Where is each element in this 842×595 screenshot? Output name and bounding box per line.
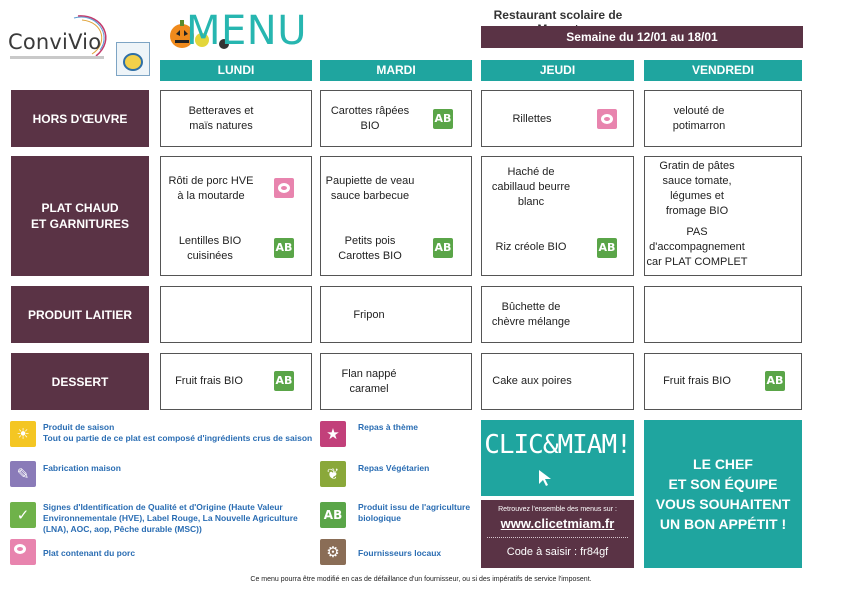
row-label-text: ET GARNITURES (30, 217, 129, 231)
brand-tagline-bar (10, 56, 104, 59)
dish-line: BIO (360, 120, 380, 132)
theme-star-icon: ★ (320, 421, 346, 447)
dish-line: chèvre mélange (491, 316, 571, 328)
legend-line: Produit issu de l'agriculture (358, 502, 471, 512)
dish-line: fromage BIO (665, 205, 729, 217)
dish-line: cuisinées (187, 250, 233, 262)
dish-line: Carottes BIO (338, 250, 402, 262)
dish-text: Rillettes (512, 113, 552, 125)
cell-vendredi-hors-oeuvre (644, 90, 802, 147)
clicmiam-brand: CLIC&MIAM! (484, 430, 631, 460)
dish-text (645, 225, 749, 270)
vegetarian-leaf-icon: ❦ (320, 461, 346, 487)
clicmiam-link[interactable]: www.clicetmiam.fr (500, 516, 615, 531)
dish-line: car PLAT COMPLET (646, 256, 748, 268)
dish-line: Bûchette de (501, 301, 561, 313)
school-crest-logo (116, 42, 150, 76)
dish-text (161, 234, 259, 264)
row-label-hors-oeuvre (11, 90, 149, 147)
dish-line: caramel (349, 383, 389, 395)
bio-label-icon: AB (597, 238, 617, 258)
chef-line: LE CHEF (693, 456, 753, 472)
cell-lundi-hors-oeuvre (160, 90, 312, 147)
row-label-dessert (11, 353, 149, 410)
dish-text (161, 174, 261, 204)
legend-saison (43, 422, 323, 444)
cell-vendredi-dessert (644, 353, 802, 410)
legend-bio (358, 502, 478, 524)
restaurant-name: Restaurant scolaire de (493, 8, 623, 22)
clicmiam-banner (481, 420, 634, 496)
row-label-text: PLAT CHAUD (41, 201, 119, 215)
dish-text (482, 300, 580, 330)
row-label-text: PRODUIT LAITIER (28, 307, 132, 322)
legend-line: Environnementale (HVE), Label Rouge, La Nouvelle Agriculture (43, 513, 298, 523)
dish-line: Petits pois (344, 235, 396, 247)
cell-jeudi-plat-chaud (481, 156, 634, 276)
dish-text: Fruit frais BIO (663, 375, 731, 387)
cell-lundi-laitier (160, 286, 312, 343)
dish-text (649, 104, 749, 134)
dish-line: à la moutarde (177, 190, 245, 202)
day-header-mardi: MARDI (320, 60, 472, 81)
pork-icon (274, 178, 294, 198)
dish-text: Riz créole BIO (495, 241, 567, 253)
legend-line: Produit de saison (43, 422, 115, 432)
chef-line: VOUS SOUHAITENT (655, 496, 791, 512)
bio-label-icon: AB (433, 238, 453, 258)
legend-line: biologique (358, 513, 401, 523)
dish-line: cabillaud beurre (491, 181, 571, 193)
menu-title: MENU (186, 8, 307, 54)
dish-line: sauce barbecue (330, 190, 410, 202)
dish-line: légumes et (670, 190, 724, 202)
cell-jeudi-hors-oeuvre (481, 90, 634, 147)
day-header-jeudi: JEUDI (481, 60, 634, 81)
dish-line: Lentilles BIO (178, 235, 242, 247)
dish-text (325, 104, 415, 134)
dish-text (482, 165, 580, 210)
footer-disclaimer: Ce menu pourra être modifié en cas de défaillance d'un fournisseur, ou si des impératifs de service l'imposent. (250, 576, 592, 583)
dish-line: velouté de (673, 105, 725, 117)
bio-label-icon: AB (274, 371, 294, 391)
dish-line: sauce tomate, (662, 175, 732, 187)
row-label-produit-laitier (11, 286, 149, 343)
legend-locaux: Fournisseurs locaux (358, 548, 442, 558)
row-label-text: DESSERT (51, 374, 109, 389)
dish-line: Flan nappé (341, 368, 397, 380)
dish-text (321, 234, 419, 264)
cell-mardi-hors-oeuvre (320, 90, 472, 147)
legend-line: Signes d'Identification de Qualité et d'Origine (Haute Valeur (43, 502, 283, 512)
dish-text (321, 367, 417, 397)
dish-text: Fripon (353, 309, 385, 321)
week-range: Semaine du 12/01 au 18/01 (481, 26, 803, 48)
cell-vendredi-plat-chaud (644, 156, 802, 276)
chef-line: UN BON APPÉTIT ! (659, 516, 787, 532)
cell-mardi-plat-chaud (320, 156, 472, 276)
convivio-logo (8, 10, 108, 70)
dish-line: Paupiette de veau (325, 175, 415, 187)
dish-line: potimarron (672, 120, 726, 132)
dish-line: Betteraves et (188, 105, 254, 117)
season-sun-icon: ☀ (10, 421, 36, 447)
dish-line: maïs natures (189, 120, 253, 132)
tractor-local-icon: ⚙ (320, 539, 346, 565)
clicmiam-site-box (481, 500, 634, 568)
day-header-vendredi: VENDREDI (644, 60, 802, 81)
legend-line: (LNA), AOC, aop, Pêche durable (MSC)) (43, 524, 202, 534)
cell-vendredi-laitier (644, 286, 802, 343)
quality-check-icon: ✓ (10, 502, 36, 528)
legend-line: Tout ou partie de ce plat est composé d'ingrédients crus de saison (43, 433, 313, 443)
dish-line: blanc (517, 196, 545, 208)
cell-jeudi-laitier (481, 286, 634, 343)
cell-lundi-plat-chaud (160, 156, 312, 276)
brand-name: ConviVio (8, 30, 102, 54)
whisk-homemade-icon: ✎ (10, 461, 36, 487)
pork-legend-icon (10, 539, 36, 565)
dish-text: Fruit frais BIO (175, 375, 243, 387)
cell-lundi-dessert (160, 353, 312, 410)
cursor-pointer-icon (537, 468, 557, 488)
dish-text (645, 159, 749, 219)
dish-text (171, 104, 271, 134)
dish-line: d'accompagnement (649, 241, 745, 253)
cell-mardi-laitier (320, 286, 472, 343)
row-label-plat-chaud (11, 156, 149, 276)
legend-porc: Plat contenant du porc (43, 548, 136, 558)
legend-theme: Repas à thème (358, 422, 418, 432)
legend-signes (43, 502, 313, 535)
row-label-text: HORS D'ŒUVRE (32, 111, 128, 126)
dish-line: Gratin de pâtes (659, 160, 735, 172)
cell-jeudi-dessert (481, 353, 634, 410)
dish-text (321, 174, 419, 204)
bio-legend-icon: AB (320, 502, 346, 528)
divider (487, 537, 628, 538)
dish-line: PAS (686, 226, 708, 238)
bio-label-icon: AB (765, 371, 785, 391)
retrouvez-text: Retrouvez l'ensemble des menus sur : (498, 506, 617, 513)
bio-label-icon: AB (433, 109, 453, 129)
pork-icon (597, 109, 617, 129)
day-header-lundi: LUNDI (160, 60, 312, 81)
chef-line: ET SON ÉQUIPE (668, 476, 778, 492)
cell-mardi-dessert (320, 353, 472, 410)
legend-vegetarien: Repas Végétarien (358, 463, 430, 473)
bio-label-icon: AB (274, 238, 294, 258)
crest-emblem-icon (123, 53, 143, 71)
dish-line: Rôti de porc HVE (168, 175, 254, 187)
dish-text: Cake aux poires (492, 375, 572, 387)
dish-line: Carottes râpées (330, 105, 410, 117)
clicmiam-code: Code à saisir : fr84gf (506, 546, 609, 558)
legend-maison: Fabrication maison (43, 463, 121, 473)
chef-message (644, 420, 802, 568)
dish-line: Haché de (507, 166, 555, 178)
